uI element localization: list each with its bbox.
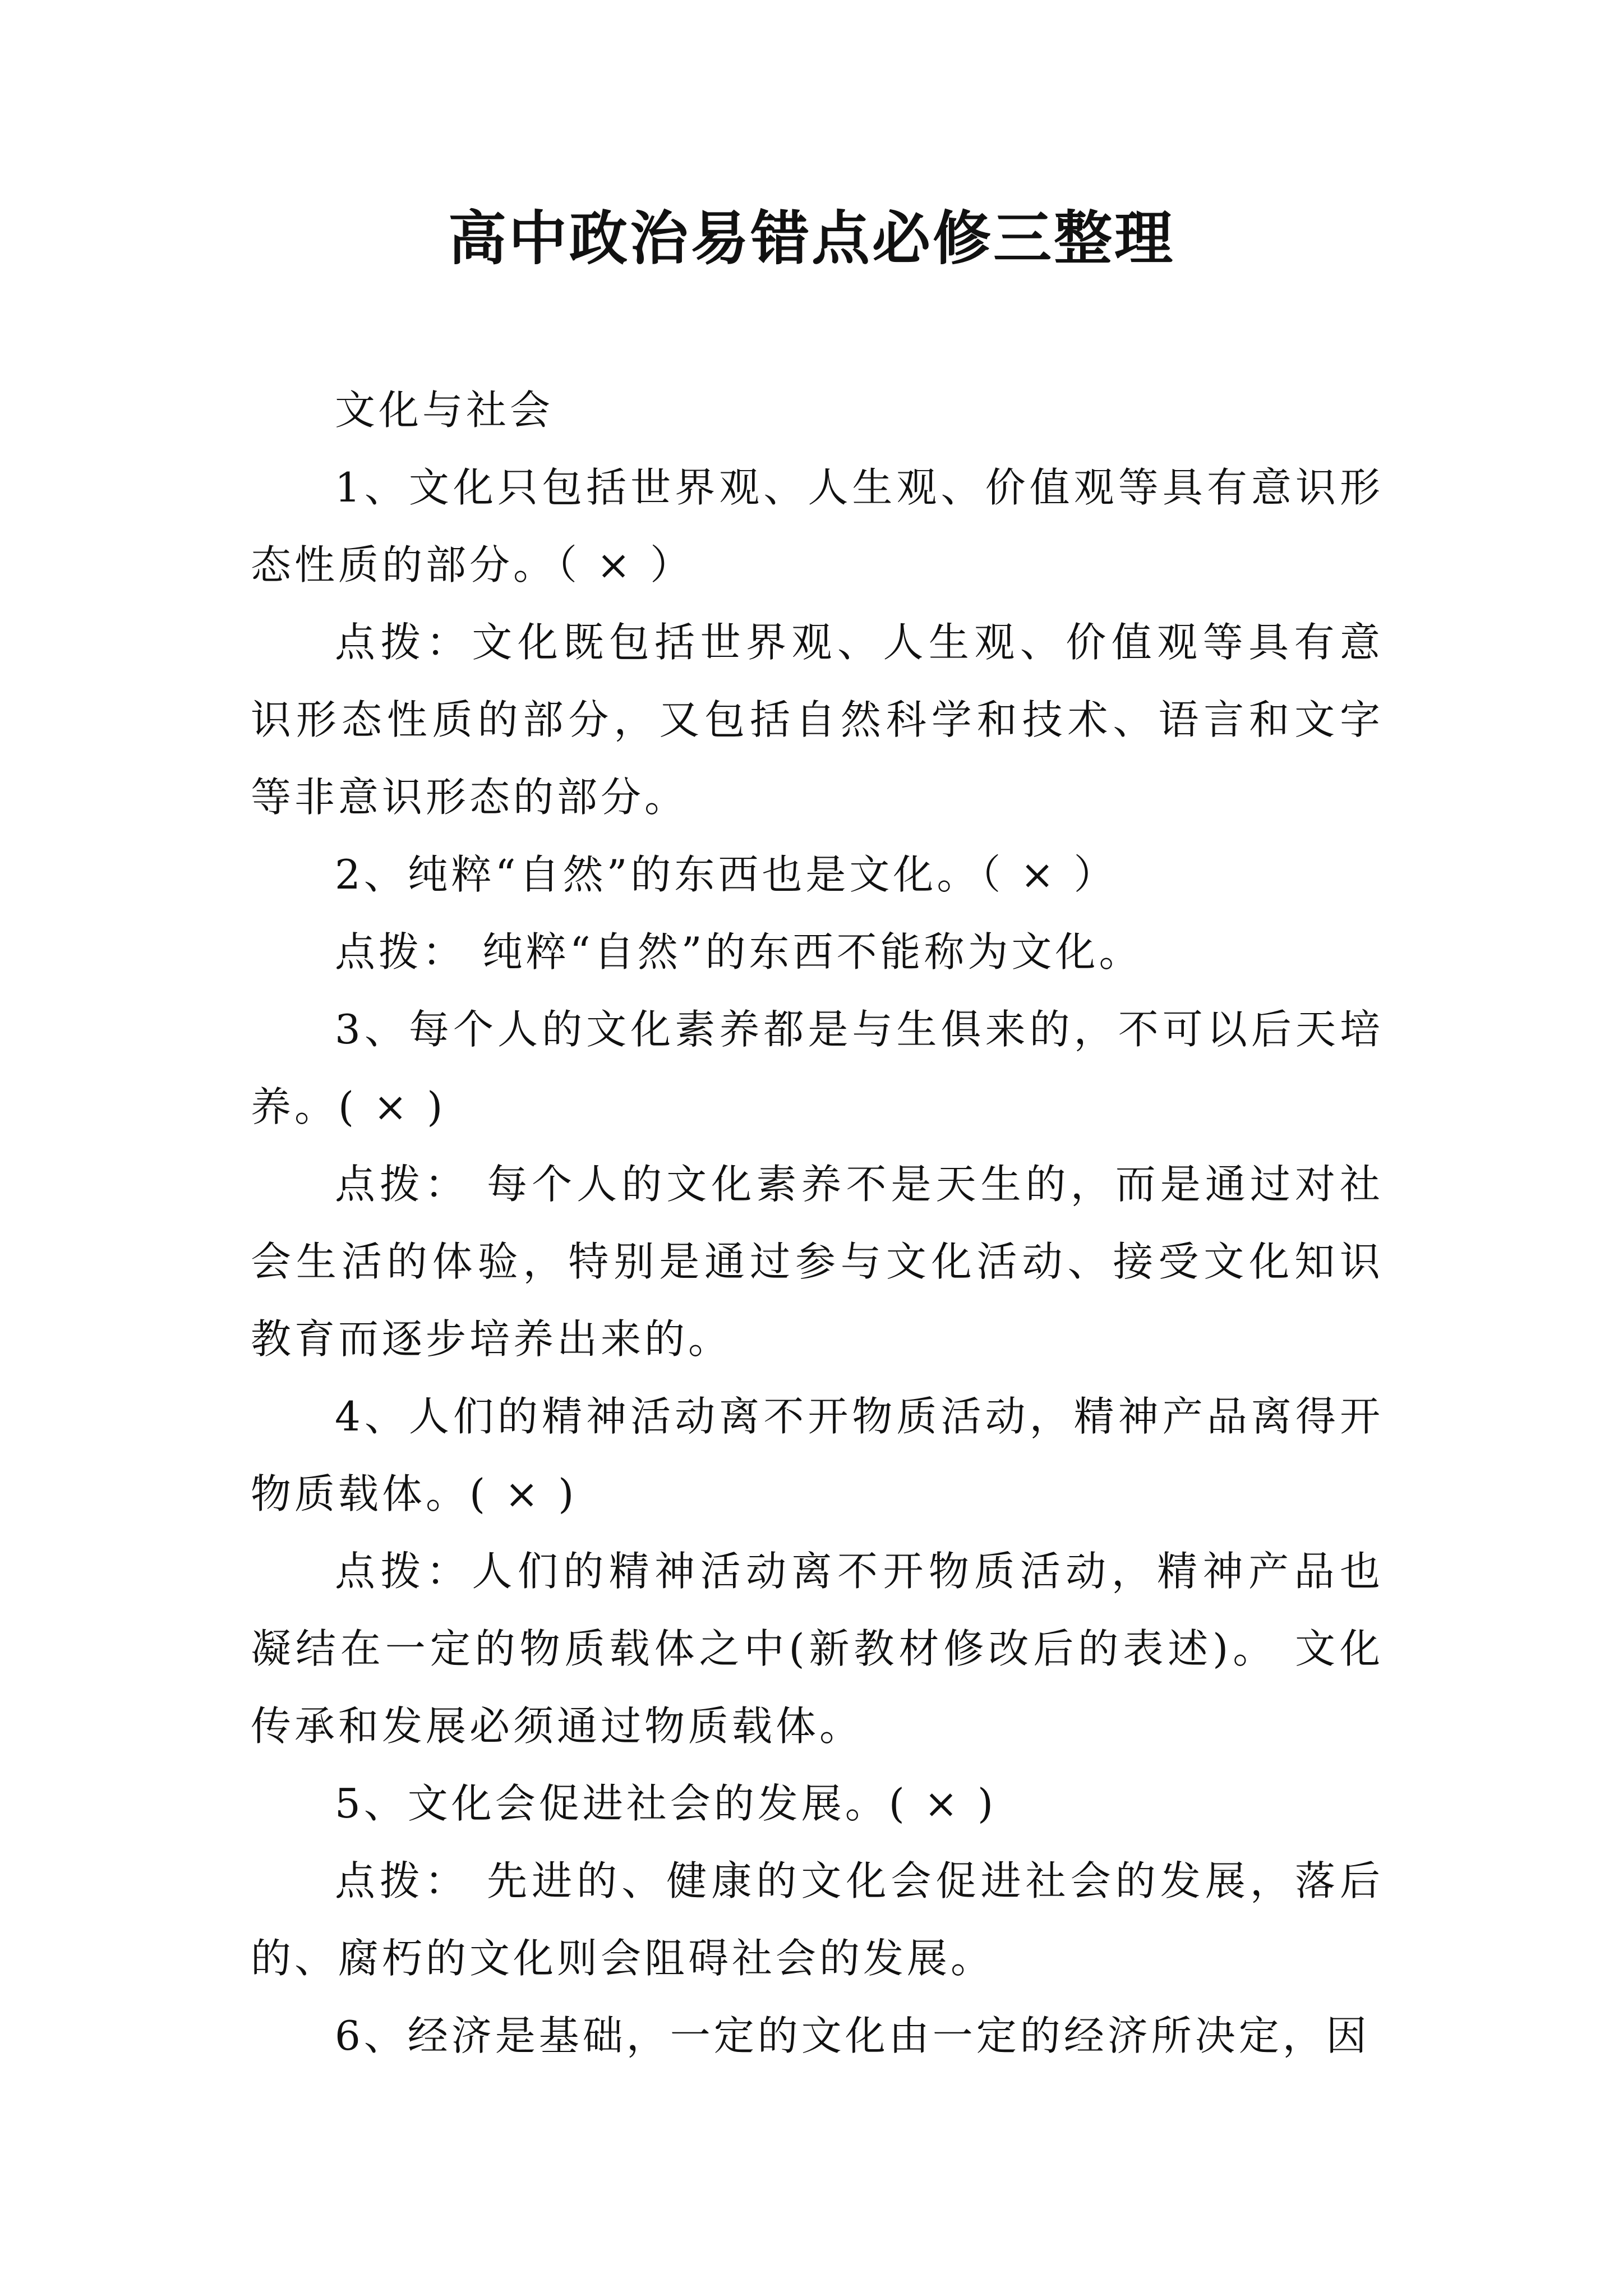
explanation-4: 点拨：人们的精神活动离不开物质活动，精神产品也凝结在一定的物质载体之中(新教材修改后的表述)。 文化传承和发展必须通过物质载体。 [251, 1548, 1384, 1750]
explanation-1: 点拨：文化既包括世界观、人生观、价值观等具有意识形态性质的部分，又包括自然科学和技术、语言和文字等非意识形态的部分。 [251, 619, 1384, 821]
document-title: 高中政治易错点必修三整理 [448, 204, 1175, 273]
question-4: 4、人们的精神活动离不开物质活动，精神产品离得开物质载体。( × ) [251, 1393, 1384, 1517]
explanation-2: 点拨： 纯粹“自然”的东西不能称为文化。 [335, 928, 1143, 976]
document-body [251, 371, 1384, 2074]
question-2: 2、纯粹“自然”的东西也是文化。（ × ） [335, 851, 1118, 898]
question-6: 6、经济是基础，一定的文化由一定的经济所决定，因 [335, 2012, 1370, 2059]
explanation-3: 点拨： 每个人的文化素养不是天生的，而是通过对社会生活的体验，特别是通过参与文化活动、接受文化知识教育而逐步培养出来的。 [251, 1161, 1384, 1363]
question-5: 5、文化会促进社会的发展。( × ) [335, 1780, 997, 1827]
section-heading: 文化与社会 [335, 386, 554, 434]
question-3: 3、每个人的文化素养都是与生俱来的，不可以后天培养。( × ) [251, 1006, 1384, 1130]
question-1: 1、文化只包括世界观、人生观、价值观等具有意识形态性质的部分。（ × ） [251, 464, 1384, 588]
explanation-5: 点拨： 先进的、健康的文化会促进社会的发展，落后的、腐朽的文化则会阻碍社会的发展。 [251, 1857, 1384, 1982]
